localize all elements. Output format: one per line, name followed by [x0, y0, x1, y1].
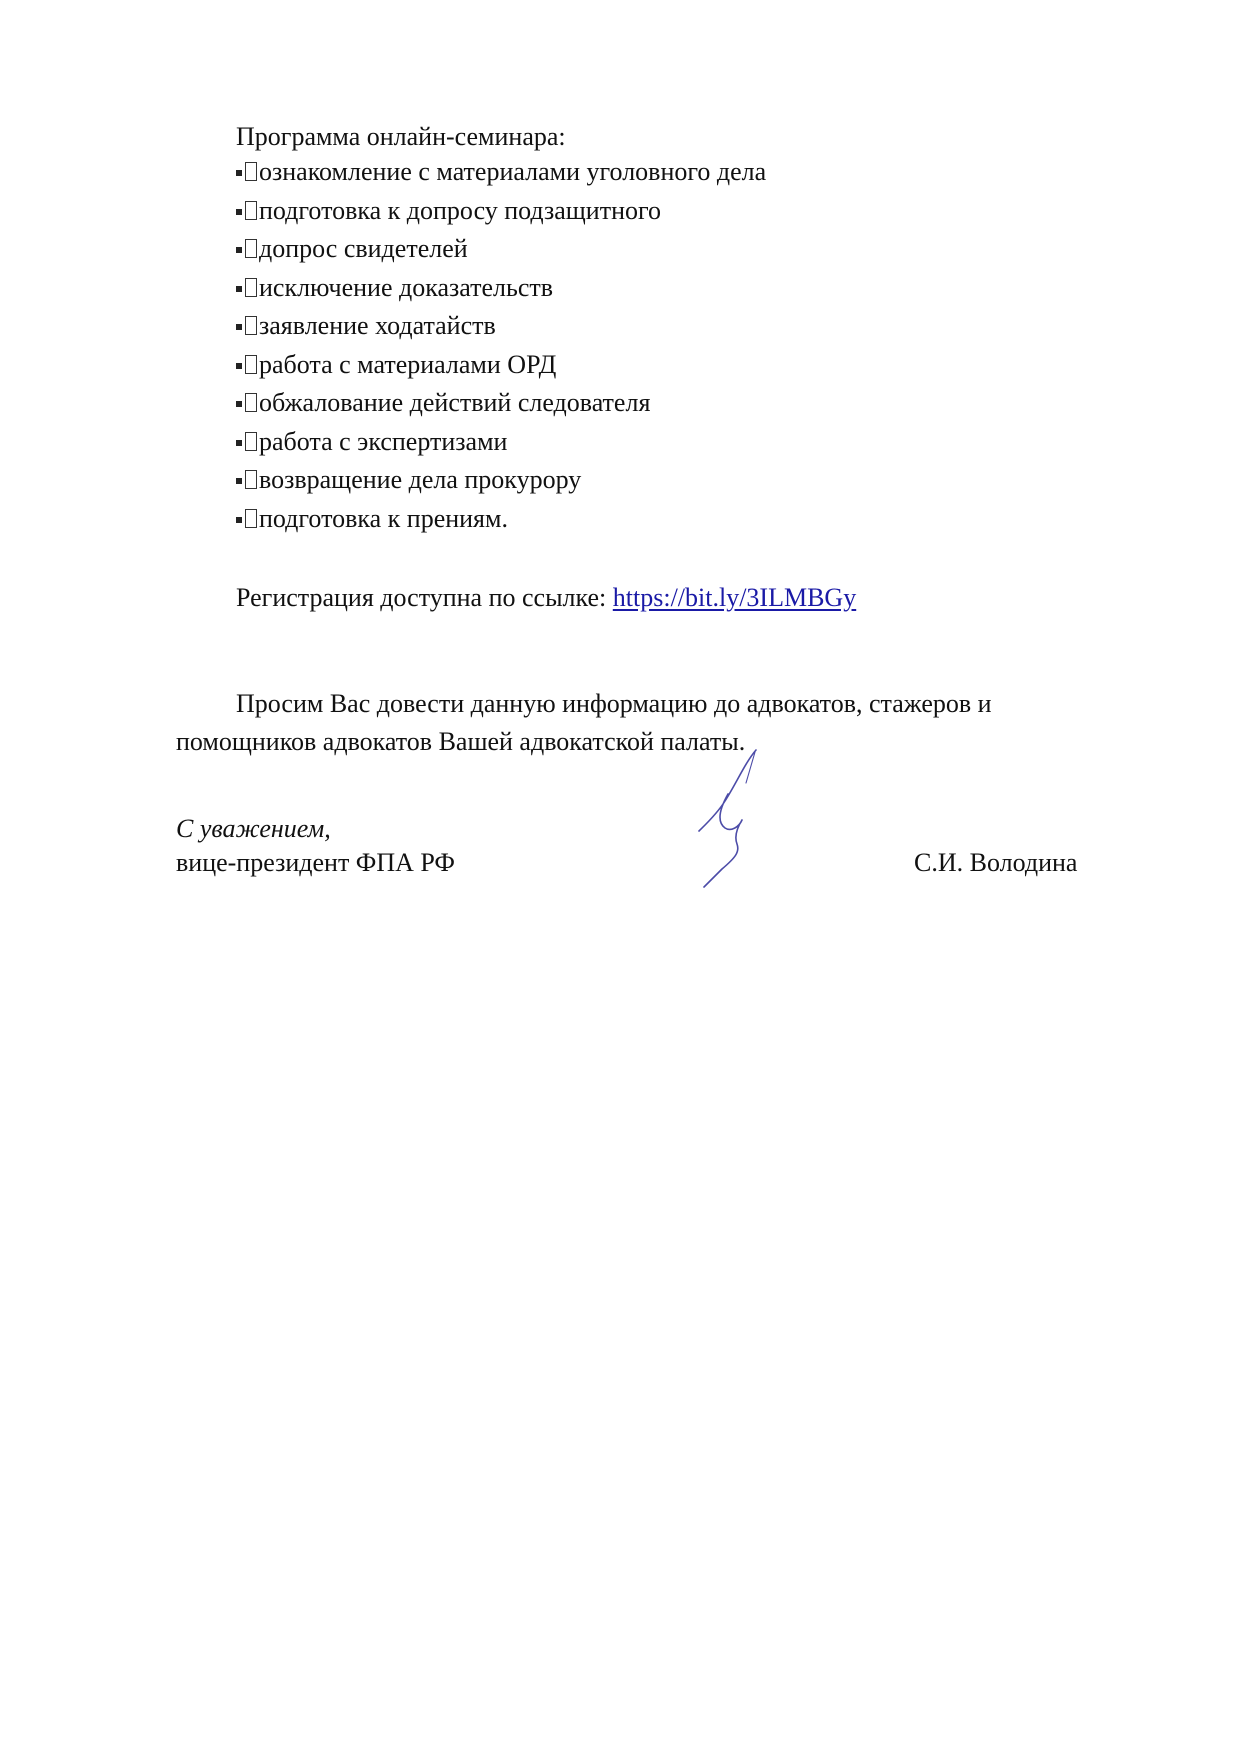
program-item-text: ознакомление с материалами уголовного дела — [259, 157, 767, 186]
missing-glyph-icon — [245, 162, 257, 181]
program-item-text: заявление ходатайств — [259, 311, 496, 340]
program-item — [236, 350, 766, 389]
program-item — [236, 273, 766, 312]
program-item-text: подготовка к прениям. — [259, 503, 508, 533]
program-item — [236, 504, 766, 543]
square-bullet-icon — [236, 478, 242, 484]
missing-glyph-icon — [245, 316, 257, 335]
program-list — [236, 157, 766, 542]
program-item-text: исключение доказательств — [259, 272, 554, 302]
program-title: Программа онлайн-семинара: — [236, 122, 566, 151]
square-bullet-icon — [236, 247, 242, 253]
program-item-text: работа с материалами ОРД — [259, 349, 557, 379]
program-item — [236, 427, 766, 466]
missing-glyph-icon — [245, 355, 257, 374]
program-item — [236, 196, 766, 235]
square-bullet-icon — [236, 363, 242, 369]
missing-glyph-icon — [245, 470, 257, 489]
signatory-name: С.И. Володина — [914, 848, 1078, 877]
square-bullet-icon — [236, 170, 242, 176]
square-bullet-icon — [236, 209, 242, 215]
program-item-text: допрос свидетелей — [259, 234, 468, 263]
closing-salutation: С уважением, — [176, 814, 331, 843]
registration-link[interactable]: https://bit.ly/3ILMBGy — [612, 583, 857, 612]
missing-glyph-icon — [245, 432, 257, 451]
missing-glyph-icon — [245, 509, 257, 528]
missing-glyph-icon — [245, 201, 257, 220]
program-item-text: работа с экспертизами — [259, 426, 508, 456]
missing-glyph-icon — [245, 239, 257, 258]
registration-line — [236, 583, 856, 613]
program-item-text: возвращение дела прокурору — [259, 465, 582, 494]
program-item — [236, 388, 766, 427]
request-paragraph: Просим Вас довести данную информацию до адвокатов, стажеров и помощников адвокатов Вашей адвокатской палаты. — [176, 689, 992, 756]
square-bullet-icon — [236, 401, 242, 407]
program-item — [236, 465, 766, 504]
program-item — [236, 311, 766, 350]
square-bullet-icon — [236, 286, 242, 292]
missing-glyph-icon — [245, 278, 257, 297]
signatory-position: вице-президент ФПА РФ — [176, 848, 455, 877]
registration-prefix: Регистрация доступна по ссылке: — [236, 583, 613, 612]
handwritten-signature — [690, 740, 790, 920]
program-item-text: обжалование действий следователя — [259, 388, 651, 417]
square-bullet-icon — [236, 517, 242, 523]
program-item-text: подготовка к допросу подзащитного — [259, 195, 662, 225]
square-bullet-icon — [236, 324, 242, 330]
program-item — [236, 157, 766, 196]
square-bullet-icon — [236, 440, 242, 446]
program-item — [236, 234, 766, 273]
missing-glyph-icon — [245, 393, 257, 412]
